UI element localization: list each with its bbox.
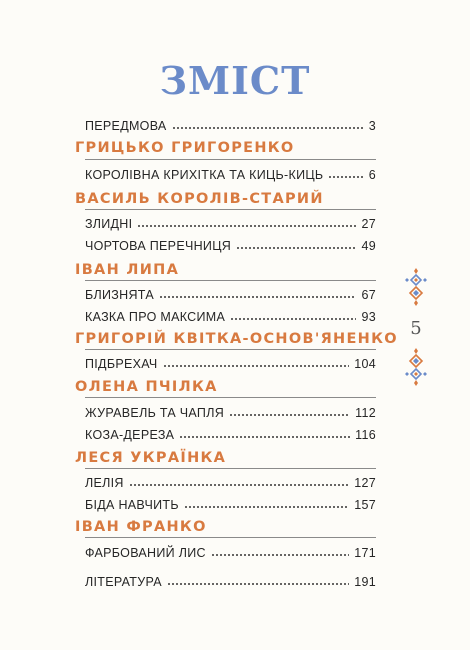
toc-entry[interactable] bbox=[85, 211, 376, 231]
author-heading: ГРИЦЬКО ГРИГОРЕНКО bbox=[75, 140, 295, 156]
entry-page: 191 bbox=[354, 575, 376, 589]
toc-entry[interactable] bbox=[85, 113, 376, 133]
entry-title: БІДА НАВЧИТЬ bbox=[85, 498, 179, 512]
dot-leader bbox=[328, 176, 363, 178]
entry-title: КОЗА-ДЕРЕЗА bbox=[85, 428, 175, 442]
toc-entry[interactable] bbox=[85, 569, 376, 589]
entry-page: 112 bbox=[355, 406, 376, 420]
entry-title: ЛЕЛІЯ bbox=[85, 476, 124, 490]
entry-title: ЧОРТОВА ПЕРЕЧНИЦЯ bbox=[85, 239, 232, 253]
page-title: ЗМІСТ bbox=[159, 58, 311, 103]
divider-line bbox=[85, 537, 376, 538]
author-heading: ОЛЕНА ПЧІЛКА bbox=[75, 379, 218, 395]
entry-page: 49 bbox=[361, 239, 376, 253]
embroidery-ornament-icon bbox=[404, 348, 428, 388]
dot-leader bbox=[230, 318, 356, 320]
embroidery-ornament-icon bbox=[404, 266, 428, 306]
author-heading: ЛЕСЯ УКРАЇНКА bbox=[75, 450, 227, 466]
entry-page: 67 bbox=[361, 288, 376, 302]
author-heading: ГРИГОРІЙ КВІТКА-ОСНОВ'ЯНЕНКО bbox=[75, 331, 398, 347]
entry-page: 93 bbox=[361, 310, 376, 324]
entry-page: 27 bbox=[361, 217, 376, 231]
dot-leader bbox=[211, 554, 349, 556]
entry-title: ПЕРЕДМОВА bbox=[85, 119, 167, 133]
toc-entry[interactable] bbox=[85, 351, 376, 371]
entry-page: 157 bbox=[354, 498, 376, 512]
toc-entry[interactable] bbox=[85, 470, 376, 490]
page-number: 5 bbox=[410, 318, 422, 339]
toc-entry[interactable] bbox=[85, 400, 376, 420]
toc-entry[interactable] bbox=[85, 162, 376, 182]
author-heading: ІВАН ЛИПА bbox=[75, 262, 180, 278]
divider-line bbox=[85, 397, 376, 398]
divider-line bbox=[85, 159, 376, 160]
entry-page: 6 bbox=[368, 168, 376, 182]
toc-entry[interactable] bbox=[85, 304, 376, 324]
author-heading: ВАСИЛЬ КОРОЛІВ-СТАРИЙ bbox=[75, 191, 324, 207]
entry-page: 171 bbox=[354, 546, 376, 560]
entry-page: 104 bbox=[354, 357, 376, 371]
toc-entry[interactable] bbox=[85, 422, 376, 442]
dot-leader bbox=[179, 436, 350, 438]
divider-line bbox=[85, 280, 376, 281]
entry-page: 116 bbox=[355, 428, 376, 442]
entry-page: 3 bbox=[368, 119, 376, 133]
dot-leader bbox=[172, 127, 364, 129]
entry-title: ФАРБОВАНИЙ ЛИС bbox=[85, 546, 206, 560]
entry-title: КАЗКА ПРО МАКСИМА bbox=[85, 310, 226, 324]
toc-entry[interactable] bbox=[85, 282, 376, 302]
entry-title: КОРОЛІВНА КРИХІТКА ТА КИЦЬ-КИЦЬ bbox=[85, 168, 324, 182]
dot-leader bbox=[137, 225, 356, 227]
dot-leader bbox=[129, 484, 349, 486]
toc-entry[interactable] bbox=[85, 492, 376, 512]
entry-title: БЛИЗНЯТА bbox=[85, 288, 154, 302]
toc-entry[interactable] bbox=[85, 540, 376, 560]
divider-line bbox=[85, 209, 376, 210]
entry-page: 127 bbox=[354, 476, 376, 490]
entry-title: ЗЛИДНІ bbox=[85, 217, 133, 231]
dot-leader bbox=[163, 365, 350, 367]
toc-entry[interactable] bbox=[85, 233, 376, 253]
dot-leader bbox=[159, 296, 357, 298]
dot-leader bbox=[229, 414, 350, 416]
entry-title: ЛІТЕРАТУРА bbox=[85, 575, 162, 589]
divider-line bbox=[85, 468, 376, 469]
entry-title: ЖУРАВЕЛЬ ТА ЧАПЛЯ bbox=[85, 406, 225, 420]
dot-leader bbox=[167, 583, 349, 585]
author-heading: ІВАН ФРАНКО bbox=[75, 519, 207, 535]
entry-title: ПІДБРЕХАЧ bbox=[85, 357, 158, 371]
divider-line bbox=[85, 349, 376, 350]
dot-leader bbox=[236, 247, 356, 249]
dot-leader bbox=[184, 506, 349, 508]
